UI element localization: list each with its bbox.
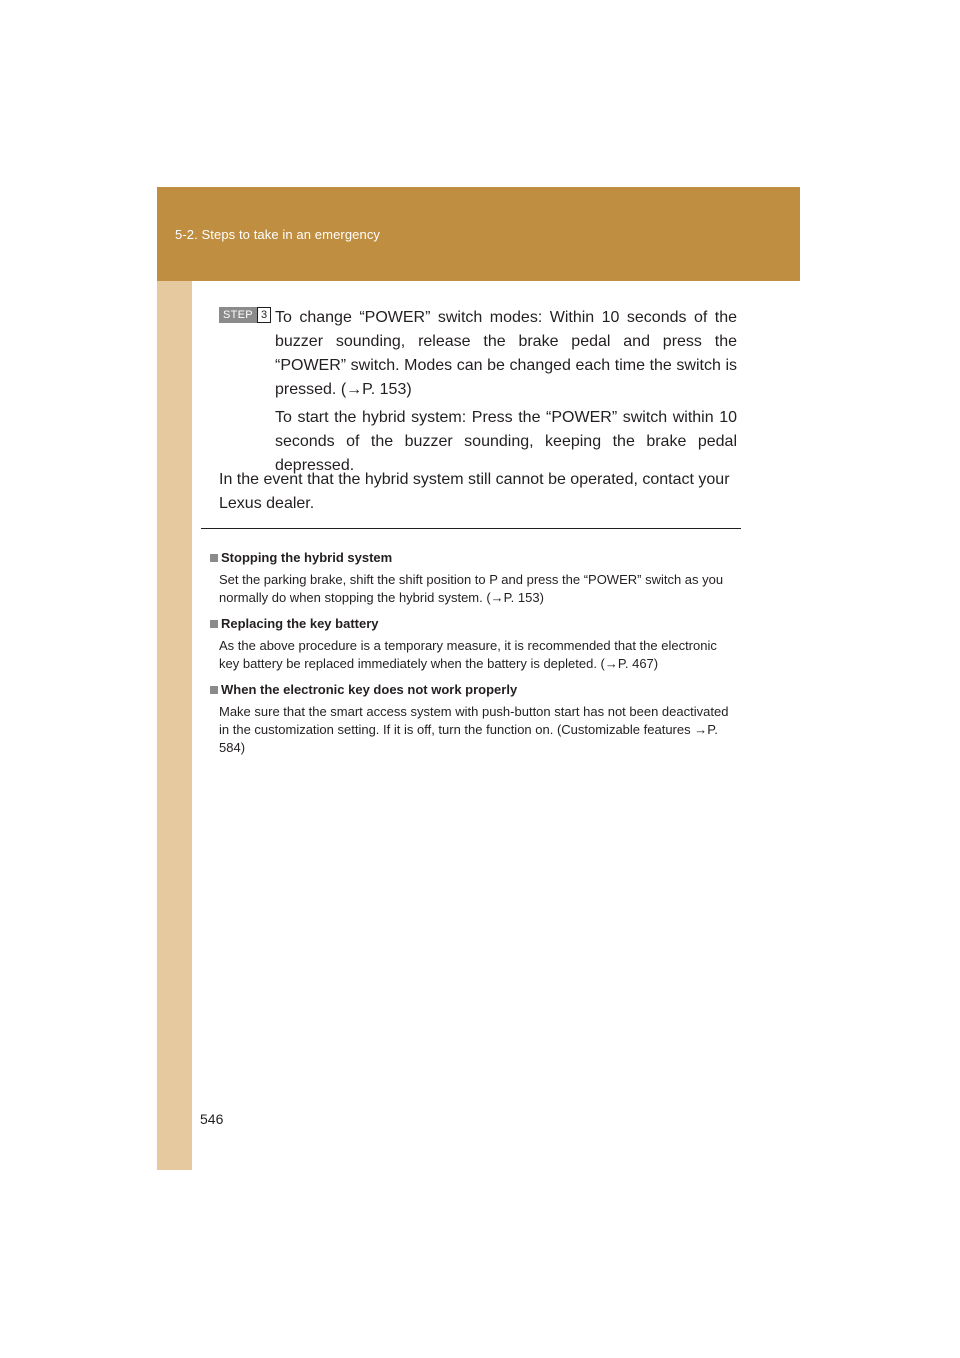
note-body: Set the parking brake, shift the shift position to P and press the “POWER” switch as you normally do when stopping the hybrid system. (→P. 153) (219, 572, 724, 605)
note-replacing-key-battery (210, 615, 740, 673)
step-number: 3 (257, 307, 271, 323)
square-bullet-icon (210, 554, 218, 562)
side-margin-band (157, 281, 192, 1170)
note-heading: Stopping the hybrid system (221, 550, 393, 565)
notes-section (210, 549, 740, 765)
step-instructions (275, 306, 737, 482)
step-paragraph-start-hybrid: To start the hybrid system: Press the “POWER” switch within 10 seconds of the buzzer sounding, keeping the brake pedal depressed. (275, 409, 737, 474)
step-badge (219, 307, 271, 323)
note-electronic-key-not-working (210, 681, 740, 757)
note-body: Make sure that the smart access system with push-button start has not been deactivated in the customization setting. If it is off, turn the function on. (Customizable features →P. 584) (219, 704, 729, 755)
square-bullet-icon (210, 620, 218, 628)
step-label: STEP (219, 307, 257, 323)
note-heading: Replacing the key battery (221, 616, 379, 631)
step-paragraph-power-modes: To change “POWER” switch modes: Within 10 seconds of the buzzer sounding, release the brake pedal and press the “POWER” switch. Modes can be changed each time the switch is pressed. (→P. 153) (275, 309, 737, 398)
page-number: 546 (200, 1111, 224, 1127)
square-bullet-icon (210, 686, 218, 694)
section-header-band (157, 187, 800, 281)
contact-dealer-paragraph: In the event that the hybrid system still cannot be operated, contact your Lexus dealer. (219, 471, 730, 512)
note-body: As the above procedure is a temporary measure, it is recommended that the electronic key battery be replaced immediately when the battery is depleted. (→P. 467) (219, 638, 717, 671)
section-title: 5-2. Steps to take in an emergency (175, 227, 381, 242)
note-stopping-hybrid-system (210, 549, 740, 607)
section-divider (201, 528, 741, 529)
note-heading: When the electronic key does not work properly (221, 682, 518, 697)
